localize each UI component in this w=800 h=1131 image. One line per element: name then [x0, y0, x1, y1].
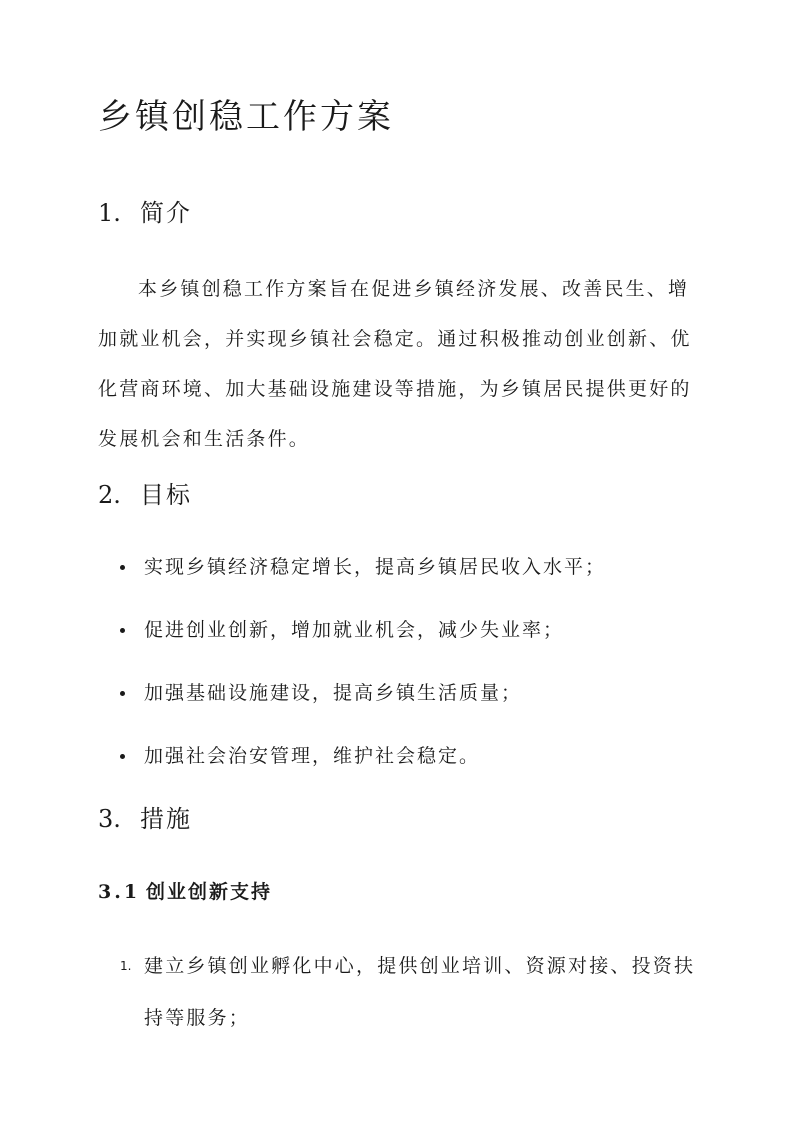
list-item-text: 加强基础设施建设，提高乡镇生活质量； [144, 682, 523, 704]
section-number: 2. [98, 481, 121, 509]
document-title: 乡镇创稳工作方案 [98, 97, 394, 137]
subsection-number: 3.1 [98, 881, 141, 903]
measures-list [98, 940, 702, 1044]
subsection-title: 创业创新支持 [146, 881, 273, 903]
subsection-heading-entrepreneurship [98, 878, 272, 906]
list-item [98, 739, 606, 802]
list-item-text: 实现乡镇经济稳定增长，提高乡镇居民收入水平； [144, 556, 607, 578]
list-item [98, 940, 702, 1044]
list-item [98, 550, 606, 613]
list-item-text: 促进创业创新，增加就业机会，减少失业率； [144, 619, 565, 641]
list-item-number: 1. [120, 959, 132, 973]
section-heading-intro [98, 196, 192, 230]
section-heading-goals [98, 478, 192, 512]
bullet-icon [120, 565, 125, 570]
list-item-text: 加强社会治安管理，维护社会稳定。 [144, 745, 481, 767]
section-number: 3. [98, 805, 121, 833]
list-item [98, 613, 606, 676]
bullet-icon [120, 628, 125, 633]
section-heading-measures [98, 802, 192, 836]
section-title: 目标 [140, 481, 192, 509]
intro-paragraph: 本乡镇创稳工作方案旨在促进乡镇经济发展、改善民生、增加就业机会，并实现乡镇社会稳定。通过积极推动创业创新、优化营商环境、加大基础设施建设等措施，为乡镇居民提供更好的发展机会和生活条件。 [98, 278, 692, 450]
section-title: 简介 [140, 199, 192, 227]
section-title: 措施 [140, 805, 192, 833]
goals-list [98, 550, 606, 802]
list-item [98, 676, 606, 739]
list-item-text: 建立乡镇创业孵化中心，提供创业培训、资源对接、投资扶持等服务； [144, 955, 696, 1029]
bullet-icon [120, 691, 125, 696]
bullet-icon [120, 754, 125, 759]
section-number: 1. [98, 199, 121, 227]
